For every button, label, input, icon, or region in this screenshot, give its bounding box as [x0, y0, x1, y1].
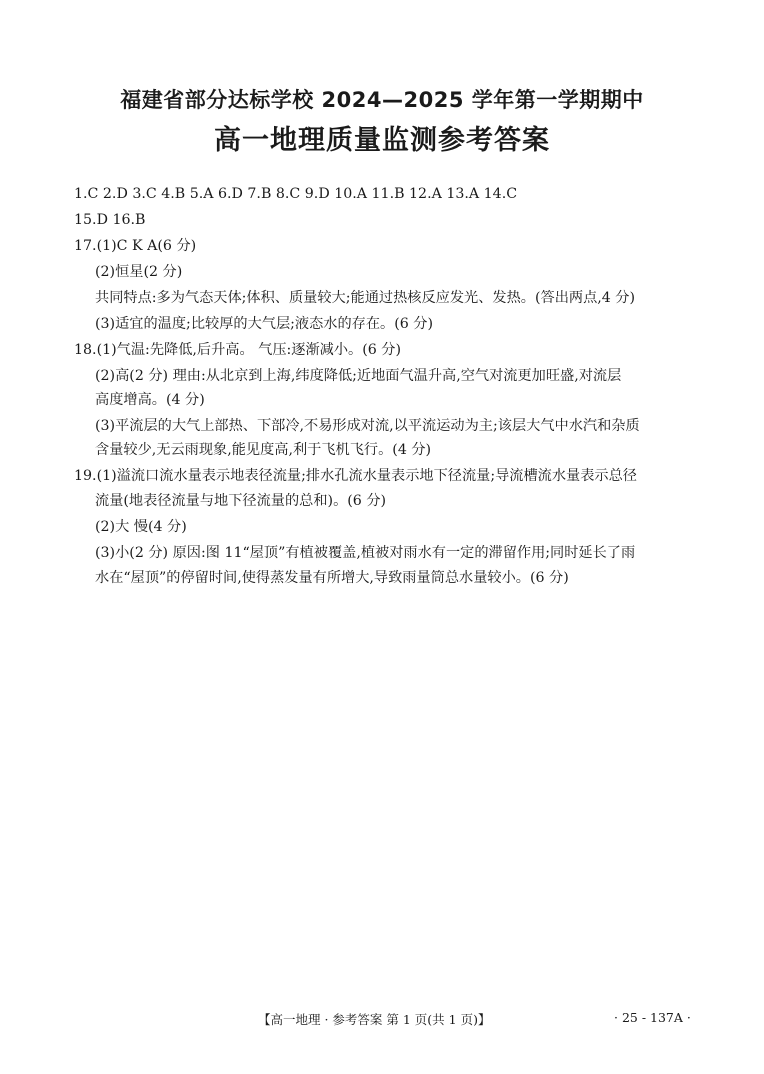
answer-line: 18.(1)气温:先降低,后升高。 气压:逐渐减小。(6 分): [74, 342, 402, 358]
answer-line: (2)高(2 分) 理由:从北京到上海,纬度降低;近地面气温升高,空气对流更加旺盛,对流层: [95, 368, 622, 384]
answer-line: (3)适宜的温度;比较厚的大气层;液态水的存在。(6 分): [95, 316, 434, 332]
answer-line: 流量(地表径流量与地下径流量的总和)。(6 分): [95, 493, 387, 509]
document-code: · 25 - 137A ·: [614, 1010, 691, 1025]
page-footer: 【高一地理 · 参考答案 第 1 页(共 1 页)】: [258, 1012, 491, 1027]
exam-title: 福建省部分达标学校 2024—2025 学年第一学期期中: [120, 88, 644, 112]
answer-line: (3)小(2 分) 原因:图 11“屋顶”有植被覆盖,植被对雨水有一定的滞留作用;同时延长了雨: [95, 545, 636, 561]
answer-line: 17.(1)C K A(6 分): [74, 238, 197, 254]
answer-line: 共同特点:多为气态天体;体积、质量较大;能通过热核反应发光、发热。(答出两点,4 分): [95, 290, 636, 306]
answer-line: 水在“屋顶”的停留时间,使得蒸发量有所增大,导致雨量筒总水量较小。(6 分): [95, 570, 569, 586]
answer-line: (3)平流层的大气上部热、下部冷,不易形成对流,以平流运动为主;该层大气中水汽和杂质: [95, 418, 640, 434]
answer-key-title: 高一地理质量监测参考答案: [214, 125, 550, 156]
answer-line: 高度增高。(4 分): [95, 392, 205, 408]
answer-line: 1.C 2.D 3.C 4.B 5.A 6.D 7.B 8.C 9.D 10.A 11.B 12.A 13.A 14.C: [74, 186, 518, 202]
answer-line: (2)大 慢(4 分): [95, 519, 187, 535]
answer-line: 19.(1)溢流口流水量表示地表径流量;排水孔流水量表示地下径流量;导流槽流水量表示总径: [74, 468, 637, 484]
answer-line: 含量较少,无云雨现象,能见度高,利于飞机飞行。(4 分): [95, 442, 432, 458]
answer-line: (2)恒星(2 分): [95, 264, 183, 280]
answer-line: 15.D 16.B: [74, 212, 146, 228]
